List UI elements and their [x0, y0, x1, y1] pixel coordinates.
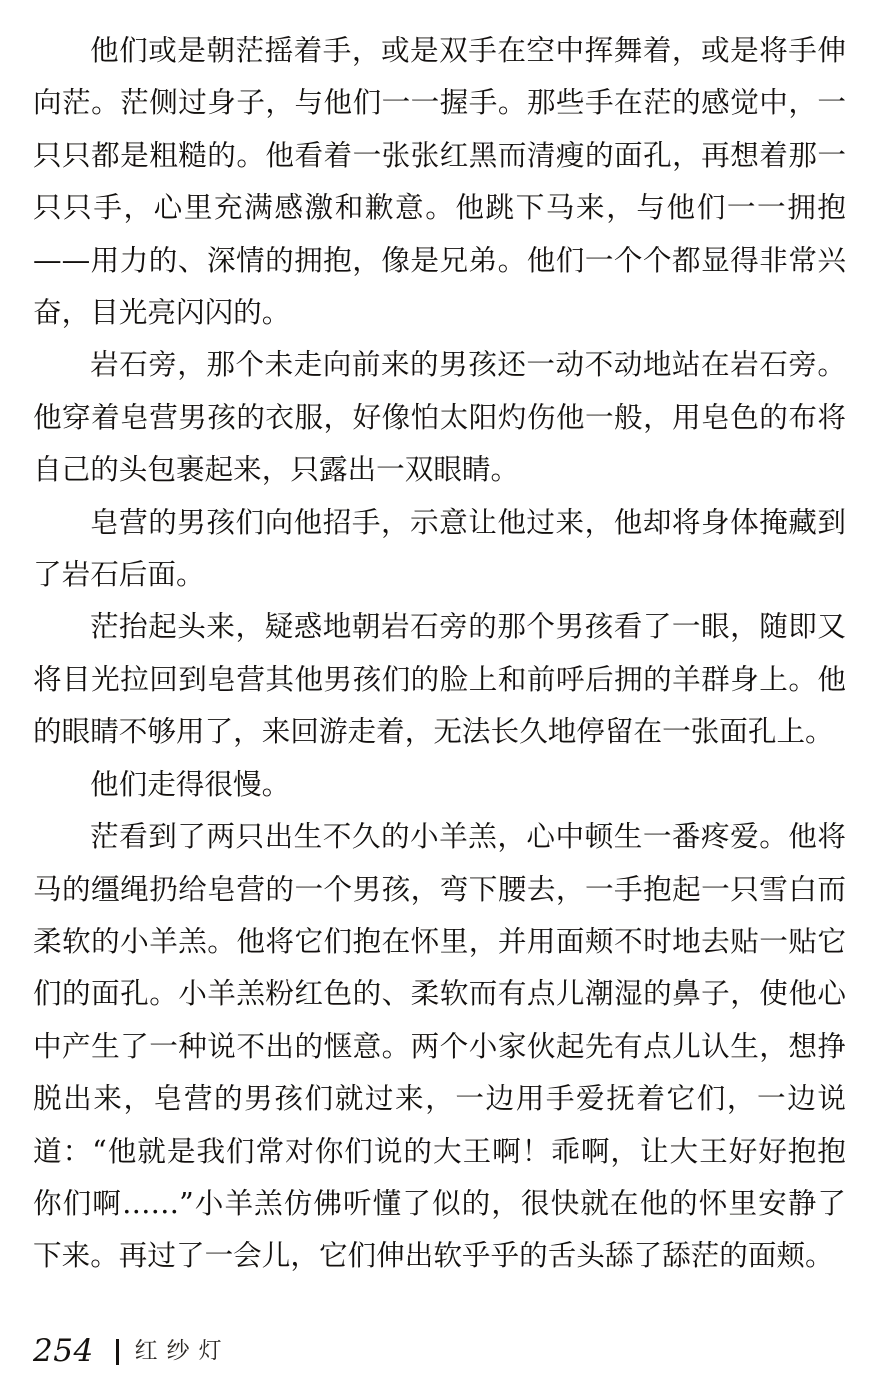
paragraph: 岩石旁，那个未走向前来的男孩还一动不动地站在岩石旁。他穿着皂营男孩的衣服，好像怕太阳灼伤他一般，用皂色的布将自己的头包裹起来，只露出一双眼睛。 — [33, 347, 846, 487]
page-text-column — [33, 24, 846, 1282]
paragraph: 他们走得很慢。 — [90, 766, 291, 801]
footer-separator-icon — [116, 1339, 119, 1365]
paragraph: 茫抬起头来，疑惑地朝岩石旁的那个男孩看了一眼，随即又将目光拉回到皂营其他男孩们的脸上和前呼后拥的羊群身上。他的眼睛不够用了，来回游走着，无法长久地停留在一张面孔上。 — [33, 609, 846, 749]
page-footer — [33, 1327, 231, 1375]
paragraph: 皂营的男孩们向他招手，示意让他过来，他却将身体掩藏到了岩石后面。 — [33, 504, 846, 592]
paragraph: 茫看到了两只出生不久的小羊羔，心中顿生一番疼爱。他将马的缰绳扔给皂营的一个男孩，弯下腰去，一手抱起一只雪白而柔软的小羊羔。他将它们抱在怀里，并用面颊不时地去贴一贴它们的面孔。小羊羔粉红色的、柔软而有点儿潮湿的鼻子，使他心中产生了一种说不出的惬意。两个小家伙起先有点儿认生，想挣脱出来，皂营的男孩们就过来，一边用手爱抚着它们，一边说道：“他就是我们常对你们说的大王啊！乖啊，让大王好好抱抱你们啊……”小羊羔仿佛听懂了似的，很快就在他的怀里安静了下来。再过了一会儿，它们伸出软乎乎的舌头舔了舔茫的面颊。 — [33, 819, 846, 1273]
book-title: 红纱灯 — [134, 1337, 231, 1364]
page-number: 254 — [33, 1332, 94, 1369]
paragraph: 他们或是朝茫摇着手，或是双手在空中挥舞着，或是将手伸向茫。茫侧过身子，与他们一一握手。那些手在茫的感觉中，一只只都是粗糙的。他看着一张张红黑而清瘦的面孔，再想着那一只只手，心里充满感激和歉意。他跳下马来，与他们一一拥抱——用力的、深情的拥抱，像是兄弟。他们一个个都显得非常兴奋，目光亮闪闪的。 — [33, 33, 846, 330]
